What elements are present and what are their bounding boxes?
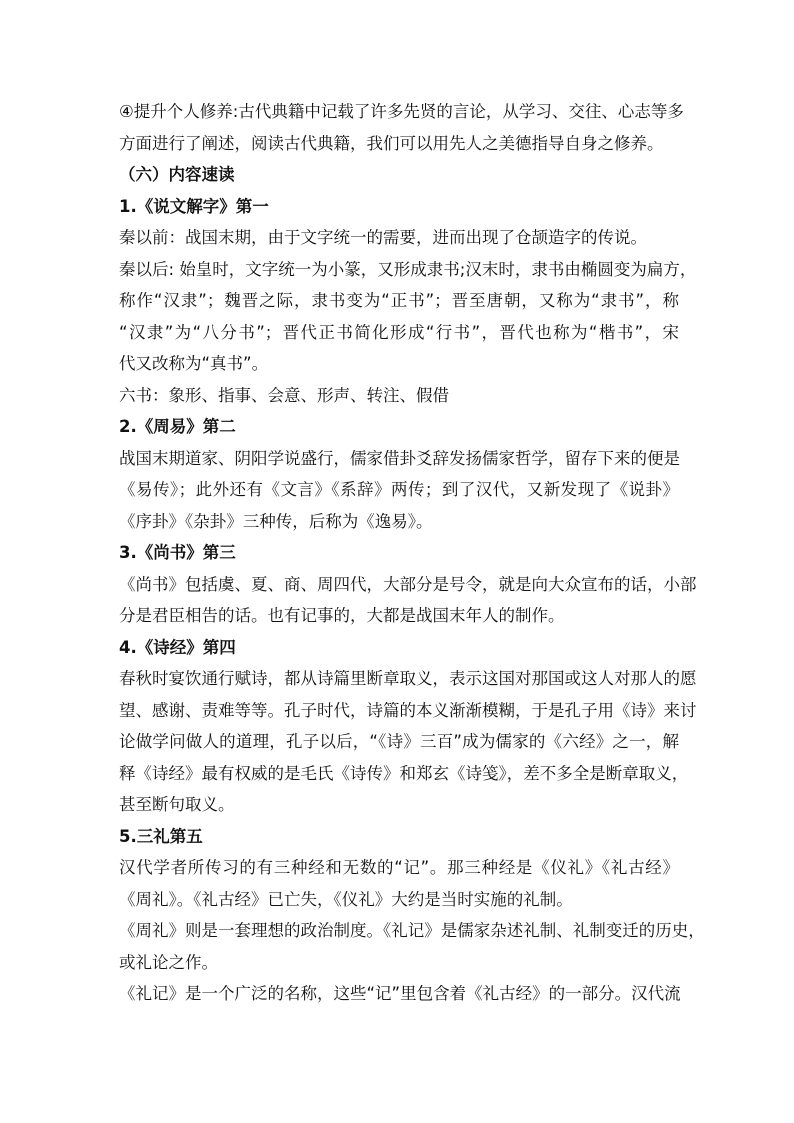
- body-text-line: 春秋时宴饮通行赋诗，都从诗篇里断章取义，表示这国对那国或这人对那人的愿: [119, 669, 697, 688]
- body-text-line: 《尚书》包括虞、夏、商、周四代，大部分是号令，就是向大众宣布的话，小部: [119, 574, 697, 594]
- body-text-line: 《易传》；此外还有《文言》《系辞》两传；到了汉代，又新发现了《说卦》: [119, 480, 679, 499]
- section-heading: 2.《周易》第二: [119, 417, 236, 436]
- section-heading: 3.《尚书》第三: [119, 543, 236, 562]
- body-text-line: 分是君臣相告的话。也有记事的，大都是战国末年人的制作。: [119, 606, 565, 625]
- body-text-line: 或礼论之作。: [119, 952, 218, 972]
- section-heading: （六）内容速读: [119, 165, 235, 184]
- body-text-line: 代又改称为“真书”。: [119, 354, 269, 373]
- body-text-line: 方面进行了阐述，阅读古代典籍，我们可以用先人之美德指导自身之修养。: [119, 133, 664, 153]
- body-text-line: 释《诗经》最有权威的是毛氏《诗传》和郑玄《诗笺》，差不多全是断章取义，: [119, 763, 689, 783]
- body-text-line: ④提升个人修养:古代典籍中记载了许多先贤的言论，从学习、交往、心志等多: [119, 102, 684, 121]
- section-heading: 1.《说文解字》第一: [119, 196, 269, 216]
- body-text-line: 六书：象形、指事、会意、形声、转注、假借: [119, 385, 449, 405]
- body-text-line: 甚至断句取义。: [119, 795, 235, 814]
- body-text-line: 称作“汉隶”；魏晋之际，隶书变为“正书”；晋至唐朝，又称为“隶书”，称: [119, 291, 679, 310]
- body-text-line: 秦以前：战国末期，由于文字统一的需要，进而出现了仓颉造字的传说。: [119, 228, 647, 247]
- body-text-line: 汉代学者所传习的有三种经和无数的“记”。那三种经是《仪礼》《礼古经》: [119, 858, 679, 877]
- body-text-line: 《礼记》是一个广泛的名称，这些“记”里包含着《礼古经》的一部分。汉代流: [119, 984, 681, 1003]
- section-heading: 4.《诗经》第四: [119, 637, 236, 657]
- body-text-line: 《周礼》。《礼古经》已亡失，《仪礼》大约是当时实施的礼制。: [119, 889, 573, 909]
- body-text-line: 望、感谢、责难等等。孔子时代，诗篇的本义渐渐模糊，于是孔子用《诗》来讨: [119, 700, 697, 720]
- document-page: [119, 96, 705, 1010]
- body-text-line: 论做学问做人的道理，孔子以后，“《诗》三百”成为儒家的《六经》之一，解: [119, 732, 679, 751]
- body-text-line: 战国末期道家、阴阳学说盛行，儒家借卦爻辞发扬儒家哲学，留存下来的便是: [119, 448, 680, 468]
- body-text-line: 《周礼》则是一套理想的政治制度。《礼记》是儒家杂述礼制、礼制变迁的历史，: [119, 921, 705, 940]
- body-text-line: 秦以后: 始皇时，文字统一为小篆，又形成隶书;汉末时，隶书由椭圆变为扁方，: [119, 259, 697, 279]
- section-heading: 5.三礼第五: [119, 826, 203, 846]
- body-text-line: “汉隶”为“八分书”；晋代正书简化形成“行书”，晋代也称为“楷书”，宋: [119, 322, 679, 342]
- body-text-line: 《序卦》《杂卦》三种传，后称为《逸易》。: [119, 511, 433, 531]
